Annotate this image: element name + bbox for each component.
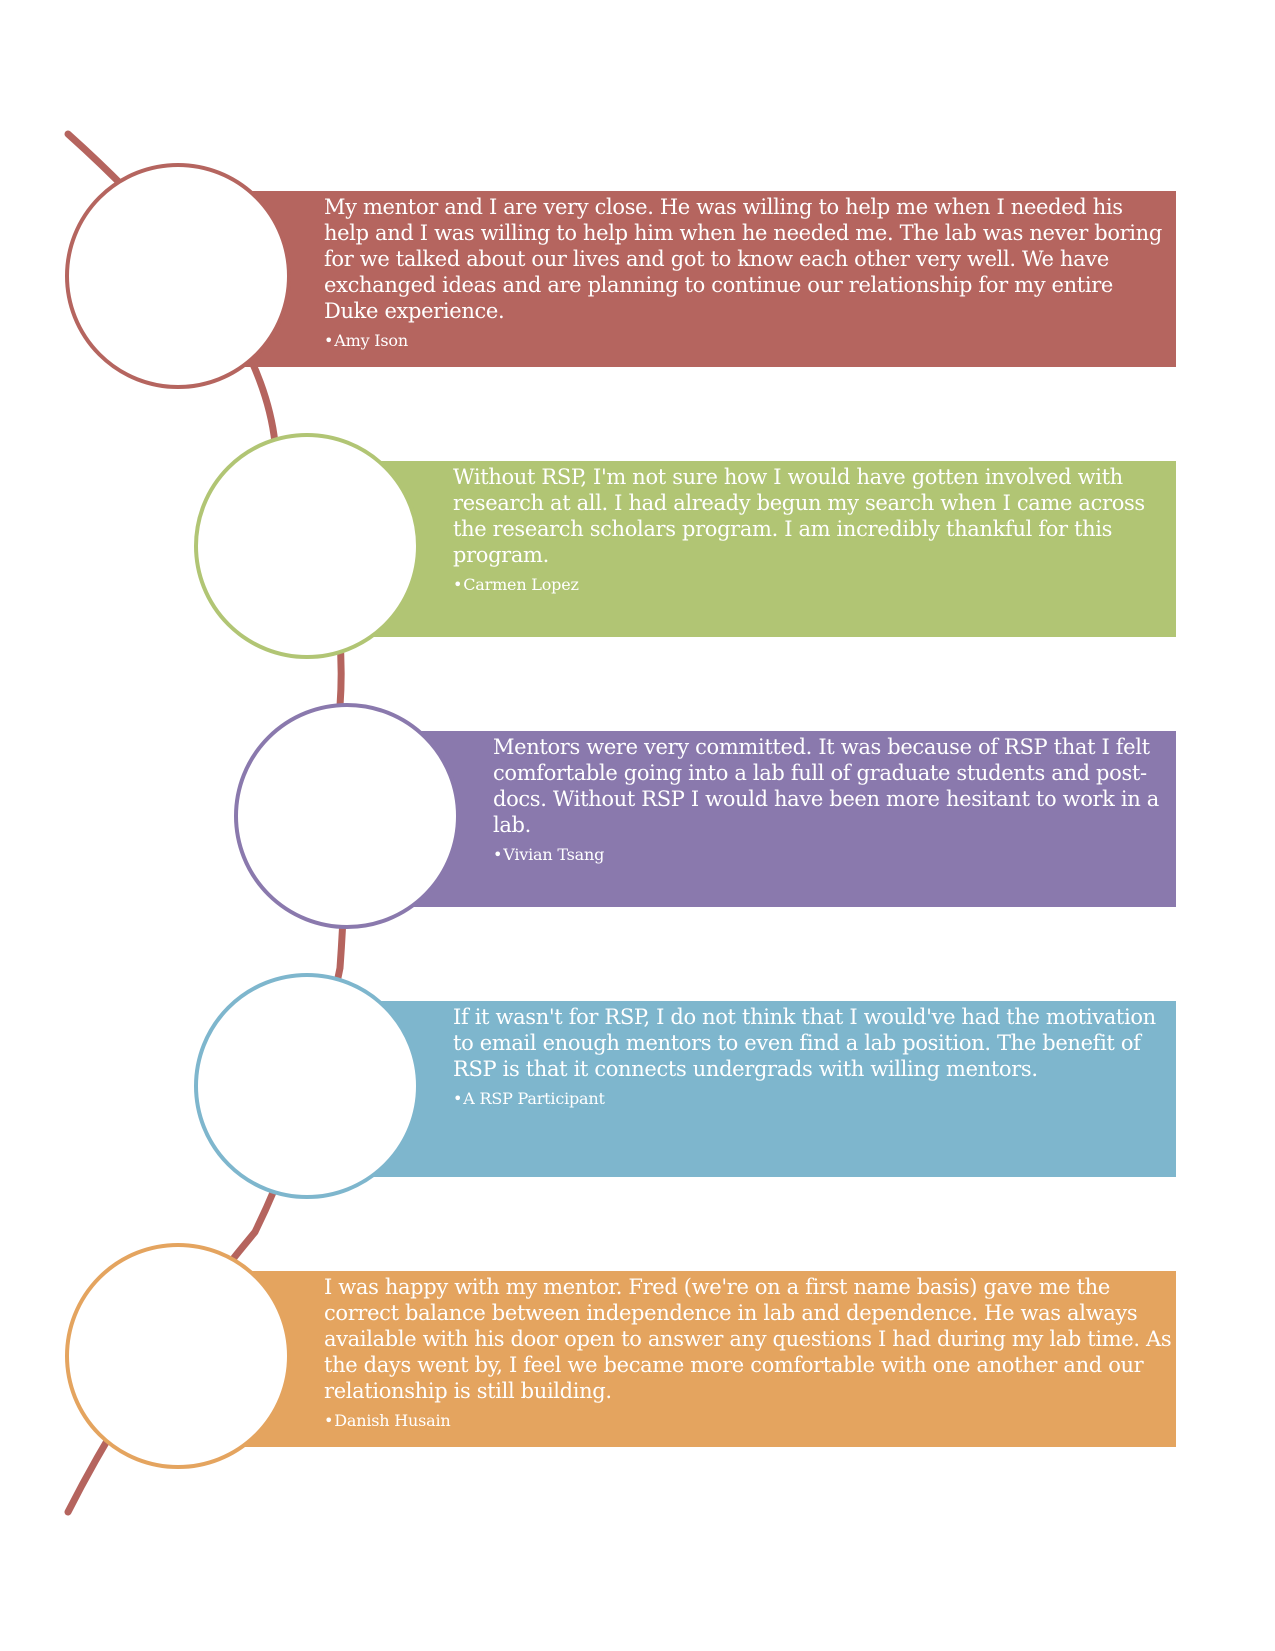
author-name-1: Amy Ison (334, 331, 408, 350)
author-name-3: Vivian Tsang (503, 845, 605, 864)
testimonial-circle-2 (196, 435, 418, 657)
testimonial-circle-5 (67, 1245, 289, 1467)
author-name-2: Carmen Lopez (463, 575, 579, 594)
testimonial-circle-1 (67, 165, 289, 387)
author-name-5: Danish Husain (334, 1411, 451, 1430)
testimonial-quote-5: I was happy with my mentor. Fred (we're on a first name basis) gave me the correct balance between independence in lab and dependence. He was always available with his door open to answer any questions I had during my lab time. As the days went by, I feel we became more comfortable with one another and our relationship is still building. (324, 1275, 1172, 1403)
testimonial-author-4 (453, 1090, 605, 1108)
testimonial-author-5 (324, 1412, 450, 1430)
bullet-icon: • (324, 331, 334, 350)
testimonial-quote-3: Mentors were very committed. It was because of RSP that I felt comfortable going into a lab full of graduate students and post-docs. Without RSP I would have been more hesitant to work in a lab. (493, 735, 1159, 837)
bullet-icon: • (493, 845, 503, 864)
testimonial-author-2 (453, 576, 579, 594)
testimonial-quote-2: Without RSP, I'm not sure how I would have gotten involved with research at all. I had already begun my search when I came across the research scholars program. I am incredibly thankful for this program. (453, 465, 1145, 567)
bullet-icon: • (324, 1411, 334, 1430)
bullet-icon: • (453, 575, 463, 594)
testimonial-circle-3 (236, 705, 458, 927)
testimonial-quote-4: If it wasn't for RSP, I do not think that I would've had the motivation to email enough mentors to even find a lab position. The benefit of RSP is that it connects undergrads with willing mentors. (453, 1005, 1156, 1081)
testimonial-circle-4 (196, 975, 418, 1197)
testimonial-author-3 (493, 846, 604, 864)
bullet-icon: • (453, 1089, 463, 1108)
testimonial-author-1 (324, 332, 408, 350)
author-name-4: A RSP Participant (463, 1089, 605, 1108)
testimonial-quote-1: My mentor and I are very close. He was willing to help me when I needed his help and I was willing to help him when he needed me. The lab was never boring for we talked about our lives and got to know each other very well. We have exchanged ideas and are planning to continue our relationship for my entire Duke experience. (324, 195, 1162, 323)
